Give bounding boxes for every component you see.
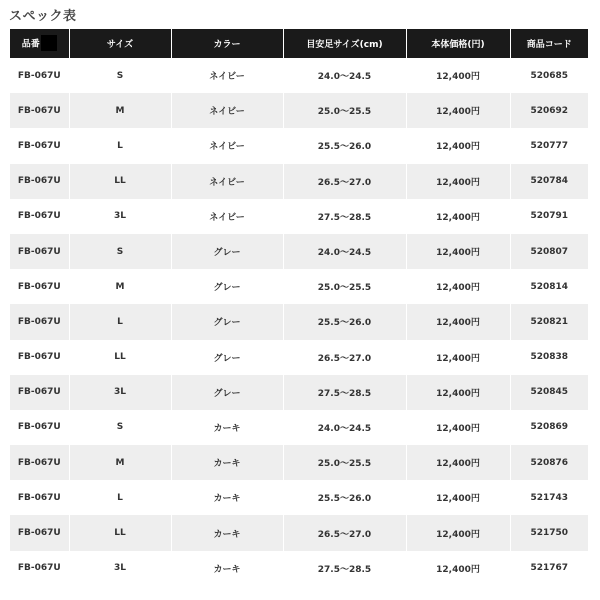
cell-price: 12,400円 [406, 551, 510, 586]
cell-foot-size: 25.5～26.0 [283, 480, 406, 515]
cell-price: 12,400円 [406, 304, 510, 339]
cell-color: ネイビー [171, 164, 283, 199]
table-row [10, 199, 588, 234]
table-row [10, 128, 588, 163]
header-price: 本体価格(円) [406, 29, 510, 58]
cell-size: L [69, 304, 171, 339]
cell-foot-size: 24.0～24.5 [283, 234, 406, 269]
cell-part-number: FB-067U [10, 410, 69, 445]
cell-price: 12,400円 [406, 269, 510, 304]
cell-foot-size: 25.0～25.5 [283, 93, 406, 128]
table-row [10, 340, 588, 375]
cell-price: 12,400円 [406, 58, 510, 93]
cell-foot-size: 25.0～25.5 [283, 269, 406, 304]
cell-foot-size: 27.5～28.5 [283, 551, 406, 586]
cell-foot-size: 25.0～25.5 [283, 445, 406, 480]
cell-size: M [69, 445, 171, 480]
table-row [10, 234, 588, 269]
cell-size: S [69, 410, 171, 445]
cell-part-number: FB-067U [10, 515, 69, 550]
cell-product-code: 520869 [510, 410, 588, 445]
cell-part-number: FB-067U [10, 58, 69, 93]
cell-price: 12,400円 [406, 445, 510, 480]
cell-part-number: FB-067U [10, 445, 69, 480]
cell-price: 12,400円 [406, 340, 510, 375]
cell-part-number: FB-067U [10, 234, 69, 269]
table-row [10, 375, 588, 410]
cell-price: 12,400円 [406, 128, 510, 163]
cell-size: LL [69, 515, 171, 550]
cell-color: グレー [171, 304, 283, 339]
cell-color: グレー [171, 269, 283, 304]
table-row [10, 551, 588, 586]
cell-color: カーキ [171, 410, 283, 445]
cell-part-number: FB-067U [10, 164, 69, 199]
cell-size: LL [69, 164, 171, 199]
cell-part-number: FB-067U [10, 304, 69, 339]
table-row [10, 164, 588, 199]
table-row [10, 269, 588, 304]
cell-color: ネイビー [171, 128, 283, 163]
cell-price: 12,400円 [406, 93, 510, 128]
header-color: カラー [171, 29, 283, 58]
table-body [10, 58, 588, 586]
cell-part-number: FB-067U [10, 480, 69, 515]
cell-product-code: 521750 [510, 515, 588, 550]
table-row [10, 410, 588, 445]
cell-part-number: FB-067U [10, 269, 69, 304]
table-row [10, 480, 588, 515]
cell-part-number: FB-067U [10, 128, 69, 163]
header-row [10, 29, 588, 58]
cell-size: M [69, 269, 171, 304]
cell-product-code: 520807 [510, 234, 588, 269]
table-row [10, 304, 588, 339]
cell-color: グレー [171, 340, 283, 375]
cell-color: カーキ [171, 480, 283, 515]
page-title: スペック表 [9, 9, 77, 24]
cell-color: ネイビー [171, 58, 283, 93]
cell-price: 12,400円 [406, 515, 510, 550]
cell-product-code: 521767 [510, 551, 588, 586]
cell-size: L [69, 480, 171, 515]
cell-foot-size: 27.5～28.5 [283, 375, 406, 410]
cell-color: カーキ [171, 515, 283, 550]
cell-foot-size: 25.5～26.0 [283, 304, 406, 339]
redaction-mark [41, 35, 57, 51]
cell-color: グレー [171, 375, 283, 410]
cell-product-code: 520814 [510, 269, 588, 304]
cell-product-code: 520821 [510, 304, 588, 339]
cell-foot-size: 26.5～27.0 [283, 515, 406, 550]
cell-product-code: 520685 [510, 58, 588, 93]
cell-size: 3L [69, 199, 171, 234]
cell-product-code: 520692 [510, 93, 588, 128]
cell-size: LL [69, 340, 171, 375]
cell-color: ネイビー [171, 199, 283, 234]
cell-color: ネイビー [171, 93, 283, 128]
cell-foot-size: 26.5～27.0 [283, 164, 406, 199]
cell-product-code: 520845 [510, 375, 588, 410]
table-row [10, 445, 588, 480]
cell-foot-size: 26.5～27.0 [283, 340, 406, 375]
cell-size: 3L [69, 551, 171, 586]
cell-product-code: 520777 [510, 128, 588, 163]
header-part-number: 品番 [10, 29, 69, 58]
cell-color: カーキ [171, 445, 283, 480]
cell-product-code: 520784 [510, 164, 588, 199]
cell-part-number: FB-067U [10, 551, 69, 586]
cell-size: 3L [69, 375, 171, 410]
cell-product-code: 520838 [510, 340, 588, 375]
cell-price: 12,400円 [406, 234, 510, 269]
cell-foot-size: 27.5～28.5 [283, 199, 406, 234]
cell-part-number: FB-067U [10, 199, 69, 234]
header-foot-size: 目安足サイズ(cm) [283, 29, 406, 58]
cell-product-code: 521743 [510, 480, 588, 515]
table-row [10, 58, 588, 93]
cell-part-number: FB-067U [10, 340, 69, 375]
cell-price: 12,400円 [406, 375, 510, 410]
table-row [10, 515, 588, 550]
cell-foot-size: 24.0～24.5 [283, 410, 406, 445]
table-header [10, 29, 588, 58]
cell-price: 12,400円 [406, 480, 510, 515]
header-product-code: 商品コード [510, 29, 588, 58]
cell-price: 12,400円 [406, 164, 510, 199]
cell-foot-size: 24.0～24.5 [283, 58, 406, 93]
cell-price: 12,400円 [406, 410, 510, 445]
cell-foot-size: 25.5～26.0 [283, 128, 406, 163]
cell-product-code: 520876 [510, 445, 588, 480]
cell-product-code: 520791 [510, 199, 588, 234]
cell-size: L [69, 128, 171, 163]
cell-size: M [69, 93, 171, 128]
spec-table [10, 29, 588, 586]
cell-size: S [69, 58, 171, 93]
cell-color: カーキ [171, 551, 283, 586]
table-row [10, 93, 588, 128]
cell-price: 12,400円 [406, 199, 510, 234]
cell-part-number: FB-067U [10, 375, 69, 410]
header-size: サイズ [69, 29, 171, 58]
cell-size: S [69, 234, 171, 269]
cell-part-number: FB-067U [10, 93, 69, 128]
cell-color: グレー [171, 234, 283, 269]
